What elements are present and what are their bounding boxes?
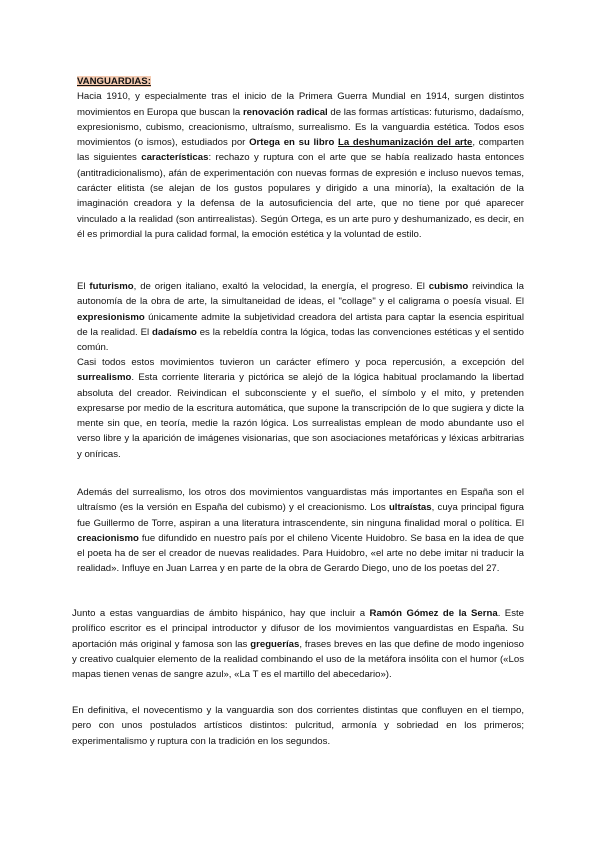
intro-paragraph: [77, 74, 524, 242]
gomez-serna-paragraph: [72, 606, 524, 682]
text-run: de las formas artísticas: futurismo, dadaísmo, expresionismo, cubismo, creacionismo, ultraísmo, surrealismo. Es la vanguardia estética. Todos esos movimientos (o ismos), estudiados por: [77, 106, 525, 149]
conclusion-paragraph: [72, 703, 524, 749]
text-run: reivindica la autonomía de la obra de arte, la simultaneidad de ideas, el "collage" y el caligrama o poesía visual. El: [77, 281, 525, 308]
section-title: VANGUARDIAS:: [77, 76, 151, 87]
bold-term: surrealismo: [77, 372, 132, 384]
text-run: es la rebeldía contra la lógica, todas las convenciones estéticas y el sentido común.: [77, 326, 524, 354]
text-run: , de origen italiano, exaltó la velocidad, la energía, el progreso. El: [133, 281, 429, 292]
bold-term: creacionismo: [77, 532, 139, 544]
text-run: fue difundido en nuestro país por el chileno Vicente Huidobro. Se basa en la idea de que el poeta ha de ser el creador de nuevas realidades. Para Huidobro, «el arte no debe imitar ni traducir la realidad». Influye en Juan Larrea y en parte de la obra de Gerardo Diego, uno de los poetas del 27.: [77, 532, 524, 575]
bold-term: renovación radical: [242, 106, 328, 118]
text-run: El: [77, 281, 90, 292]
text-run: Hacia 1910, y especialmente tras el inicio de la Primera Guerra Mundial en 1914, surgen distintos movimientos en Europa que buscan la: [77, 91, 524, 118]
spain-vanguard-paragraph: [77, 485, 524, 577]
text-run: , frases breves en las que define de modo ingenioso y creativo cualquier elemento de la realidad combinando el uso de la metáfora insólita con el humor («Los mapas tienen venas de sangre azul», «La T es el martillo del abecedario»).: [72, 638, 524, 681]
text-run: Casi todos estos movimientos tuvieron un carácter efímero y poca repercusión, a excepción del: [77, 357, 524, 368]
text-run: . Esta corriente literaria y pictórica se alejó de la lógica habitual proclamando la libertad absoluta del creador. Reivindican el subconsciente y el sueño, el símbolo y el mito, y pretenden expresarse por medio de la escritura automática, que supone la transcripción de lo que sugiera y dicte la mente sin que, en teoría, medie la razón lógica. Los surrealistas emplean de modo abundante uso el verso libre y la aparición de imágenes visionarias, que son asociaciones metafóricas y léxicas arbitrarias y oníricas.: [77, 372, 524, 460]
bold-term: futurismo: [89, 281, 134, 292]
bold-term: Ortega en su libro: [249, 137, 335, 149]
book-title: La deshumanización del arte: [338, 137, 473, 149]
bold-term: dadaísmo: [152, 326, 197, 338]
bold-term: expresionismo: [77, 311, 145, 323]
surrealism-paragraph: [77, 355, 524, 462]
isms-paragraph: [77, 279, 524, 355]
text-run: , cuya principal figura fue Guillermo de Torre, aspiran a una literatura intrascendente, sin ninguna finalidad moral o política. El: [77, 502, 524, 529]
bold-term: ultraístas: [388, 502, 432, 514]
text-run: Junto a estas vanguardias de ámbito hispánico, hay que incluir a: [72, 608, 370, 619]
bold-term: greguerías: [250, 638, 300, 650]
text-run: únicamente admite la subjetividad creadora del artista para captar la esencia espiritual de la realidad. El: [77, 311, 524, 338]
text-run: Además del surrealismo, los otros dos movimientos vanguardistas más importantes en España son el ultraísmo (es la versión en España del cubismo) y el creacionismo. Los: [77, 487, 524, 514]
text-run: : rechazo y ruptura con el arte que se había realizado hasta entonces (antitradicionalismo), afán de experimentación con nuevas formas de expresión e incluso nuevos temas, carácter elitista (se alejan de los gustos populares y dirigido a una minoría), la exaltación de la imaginación creadora y la defensa de la autosuficiencia del arte, que no tiene por qué aparecer vinculado a la realidad (son antirrealistas). Según Ortega, es un arte puro y deshumanizado, es decir, en él es primordial la pura calidad formal, la emoción estética y la voluntad de estilo.: [77, 152, 524, 240]
text-run: En definitiva, el novecentismo y la vanguardia son dos corrientes distintas que confluyen en el tiempo, pero con unos postulados artísticos distintos: pulcritud, armonía y sobriedad en los primeros; experimentalismo y ruptura con la tradición en los segundos.: [72, 705, 524, 747]
bold-term: cubismo: [428, 281, 469, 292]
bold-term: Ramón Gómez de la Serna: [369, 608, 498, 619]
text-run: , comparten las siguientes: [77, 137, 525, 164]
bold-term: características: [141, 152, 209, 164]
text-run: . Este prolífico escritor es el principal introductor y difusor de los movimientos vanguardistas en España. Su aportación más original y famosa son las: [72, 608, 525, 650]
